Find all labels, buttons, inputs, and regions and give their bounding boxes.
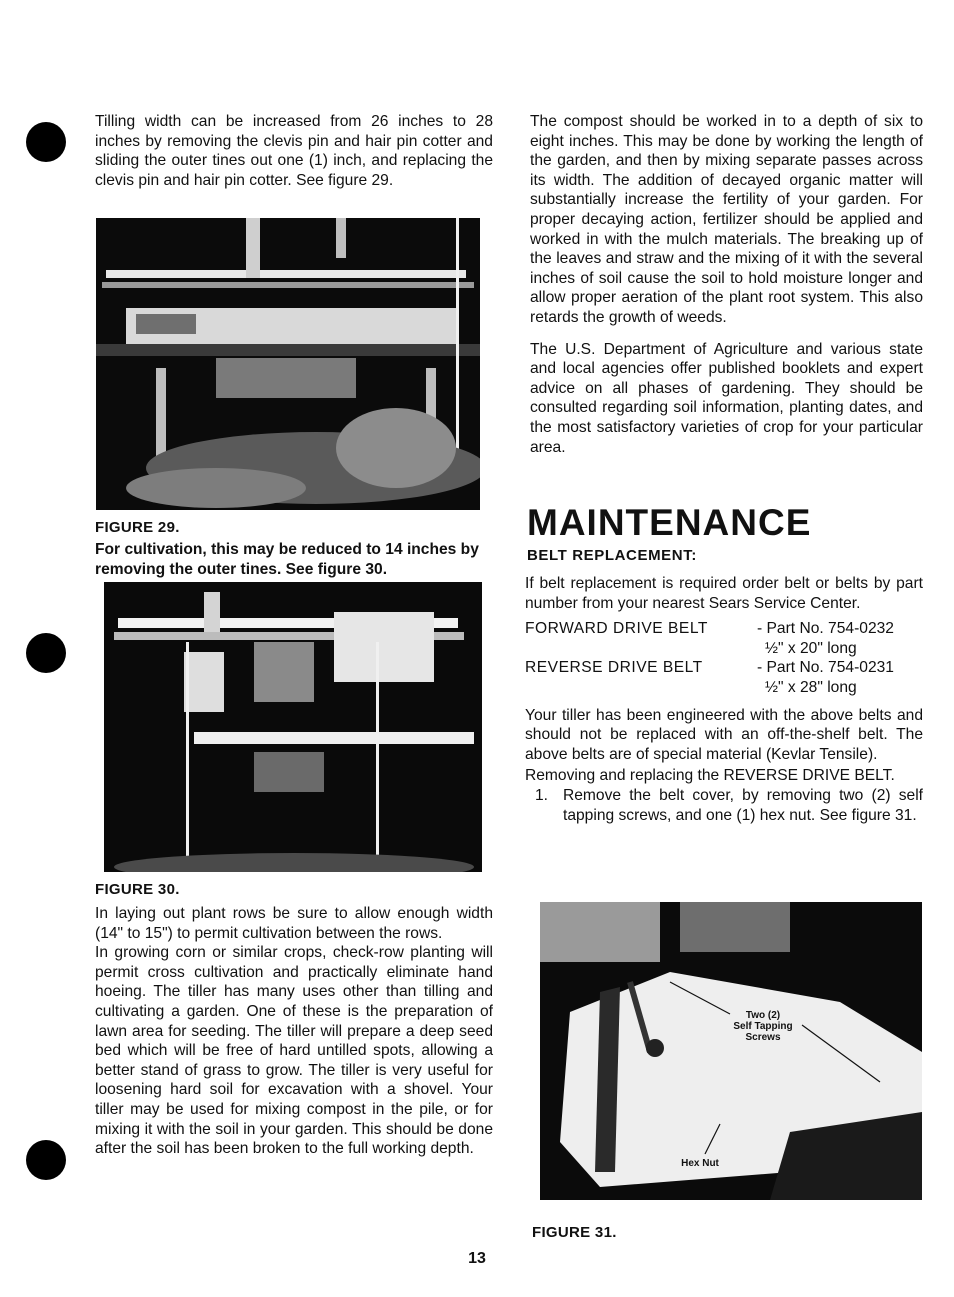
binder-hole-bottom bbox=[26, 1140, 66, 1180]
belt-row bbox=[525, 619, 923, 639]
callout-hex-nut: Hex Nut bbox=[681, 1158, 719, 1169]
belt-name: REVERSE DRIVE BELT bbox=[525, 659, 703, 677]
belt-size: ½" x 28" long bbox=[765, 678, 857, 696]
maintenance-heading: MAINTENANCE bbox=[527, 502, 812, 543]
usda-paragraph: The U.S. Department of Agriculture and various state and local agencies offer published booklets and expert advice on all phases of gardening. They should be consulted regarding soil information, planting dates, and the most satisfactory varieties of crop for your particular area. bbox=[530, 340, 923, 456]
right-upper-text bbox=[530, 112, 923, 457]
figure-31-photo bbox=[540, 902, 922, 1200]
belt-replacement-section bbox=[525, 574, 923, 825]
growing-corn-paragraph: In growing corn or similar crops, check-row planting will permit cross cultivation and practically eliminate hand hoeing. The tiller has many uses other than tilling and cultivating a garden. One of these is the preparation of lawn area for seeding. The tiller will prepare a deep seed bed which will be free of hard untilled spots, allowing a better stand of grass to grow. The tiller is very useful for loosening hard soil for excavation with a shovel. Your tiller may be used for mixing compost in the pile, or for mixing it with the soil in your garden. This should be done after the soil has been broken to the full working depth. bbox=[95, 944, 493, 1158]
binder-hole-top bbox=[26, 122, 66, 162]
tilling-width-paragraph: Tilling width can be increased from 26 inches to 28 inches by removing the clevis pin and hair pin cotter and sliding the outer tines out one (1) inch, and replacing the clevis pin and hair pin cotter. See figure 29. bbox=[95, 113, 493, 189]
compost-paragraph: The compost should be worked in to a depth of six to eight inches. This may be done by working the length of the garden, and then by mixing separate passes across its width. The addition of decayed organic matter will substantially increase the fertility of your garden. For proper decaying action, fertilizer should be applied and worked in with the mulch materials. The breaking up of the leaves and straw and the mixing of it with the several inches of soil cause the soil to hold moisture longer and allow proper aeration of the plant root system. This also retards the growth of weeds. bbox=[530, 113, 923, 326]
belt-size: ½" x 20" long bbox=[765, 639, 857, 657]
engineered-belts-paragraph: Your tiller has been engineered with the above belts and should not be replaced with an off-the-shelf belt. The above belts are of special material (Kevlar Tensile). bbox=[525, 706, 923, 763]
step-text: Remove the belt cover, by removing two (2) self tapping screws, and one (1) hex nut. See figure 31. bbox=[563, 786, 923, 824]
removing-reverse-belt-paragraph: Removing and replacing the REVERSE DRIVE BELT. bbox=[525, 767, 895, 785]
figure-31-caption: FIGURE 31. bbox=[532, 1224, 617, 1241]
binder-hole-middle bbox=[26, 633, 66, 673]
left-lower-text bbox=[95, 881, 493, 1159]
belt-replacement-subheading: BELT REPLACEMENT: bbox=[527, 547, 697, 564]
belt-list bbox=[525, 619, 923, 697]
figure-29-caption: FIGURE 29. bbox=[95, 519, 180, 536]
belt-order-paragraph: If belt replacement is required order belt or belts by part number from your nearest Sears Service Center. bbox=[525, 575, 923, 612]
belt-part-number: - Part No. 754-0231 bbox=[757, 659, 894, 677]
belt-row bbox=[525, 658, 923, 678]
figure-30-photo bbox=[104, 582, 482, 872]
left-column bbox=[95, 112, 493, 190]
belt-name: FORWARD DRIVE BELT bbox=[525, 620, 708, 638]
figure-29-photo bbox=[96, 218, 480, 510]
step-number: 1. bbox=[535, 786, 549, 804]
belt-part-number: - Part No. 754-0232 bbox=[757, 620, 894, 638]
figure-29-caption-block bbox=[95, 519, 495, 579]
page-number: 13 bbox=[468, 1250, 486, 1267]
figure-30-caption: FIGURE 30. bbox=[95, 881, 180, 898]
plant-rows-paragraph: In laying out plant rows be sure to allow enough width (14" to 15") to permit cultivation between the rows. bbox=[95, 905, 493, 942]
callout-self-tapping-screws: Two (2) Self Tapping Screws bbox=[733, 1010, 793, 1043]
step-1 bbox=[525, 786, 923, 825]
cultivation-paragraph: For cultivation, this may be reduced to 14 inches by removing the outer tines. See figure 30. bbox=[95, 541, 479, 578]
